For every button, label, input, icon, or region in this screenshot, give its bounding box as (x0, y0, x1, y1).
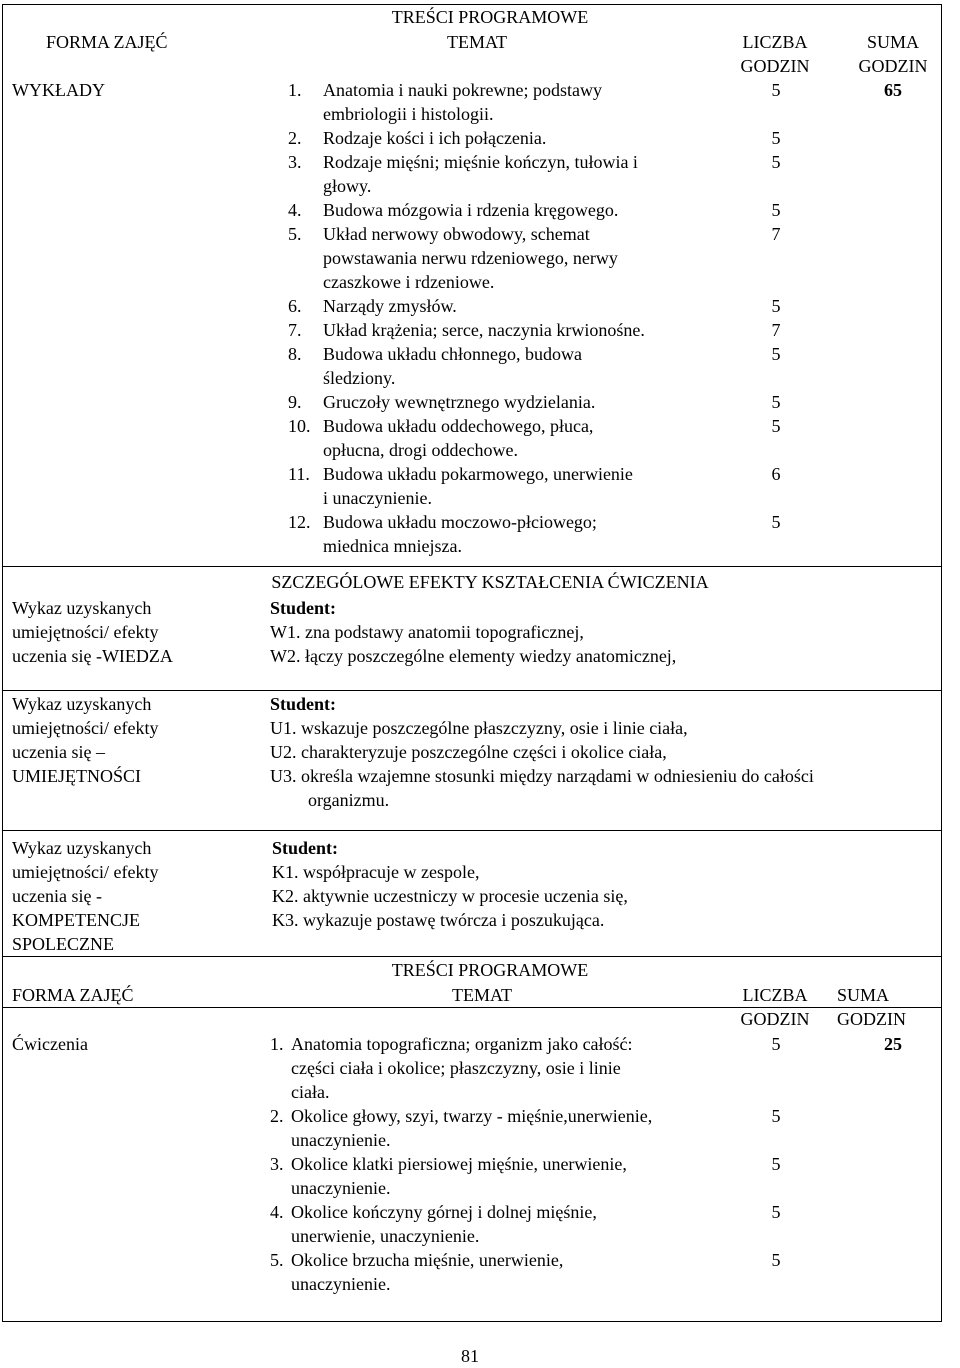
competences-item: K1. współpracuje w zespole, (272, 862, 480, 882)
outcomes-title: SZCZEGÓLOWE EFEKTY KSZTAŁCENIA ĆWICZENIA (271, 572, 709, 592)
competences-head: Student: (272, 838, 339, 858)
topic-text-line: powstawania nerwu rdzeniowego, nerwy (323, 248, 618, 268)
topic-text-line: Układ krążenia; serce, naczynia krwionośne. (323, 320, 645, 340)
lectures-col-sum-1: SUMA (866, 32, 919, 52)
topic-number: 2. (288, 128, 302, 148)
topic-number: 8. (288, 344, 302, 364)
exercises-form: Ćwiczenia (12, 1034, 88, 1054)
topic-text-line: ciała. (291, 1082, 330, 1102)
skills-item: U3. określa wzajemne stosunki między narządami w odniesieniu do całości (270, 766, 814, 786)
competences-label-line: SPOLECZNE (12, 934, 115, 954)
skills-label-line: UMIEJĘTNOŚCI (12, 766, 141, 786)
topic-hours: 6 (771, 464, 781, 484)
topic-hours: 5 (771, 1034, 781, 1054)
knowledge-label (12, 596, 173, 668)
exercises-section-title: TREŚCI PROGRAMOWE (391, 960, 589, 980)
topic-number: 7. (288, 320, 302, 340)
exercises-col-topic: TEMAT (452, 985, 512, 1005)
topic-text-line: Budowa mózgowia i rdzenia kręgowego. (323, 200, 619, 220)
lectures-col-hours-2: GODZIN (740, 56, 810, 76)
table-border-right (941, 4, 942, 1322)
topic-number: 4. (288, 200, 302, 220)
knowledge-label-line: Wykaz uzyskanych (12, 598, 152, 618)
exercises-col-sum-2: GODZIN (837, 1009, 906, 1029)
topic-text-line: Budowa układu chłonnego, budowa (323, 344, 582, 364)
topic-hours: 5 (771, 152, 781, 172)
topic-hours: 5 (771, 416, 781, 436)
table-border-bottom (2, 1321, 942, 1322)
topic-number: 2. (270, 1106, 284, 1126)
topic-text-line: Budowa układu moczowo-płciowego; (323, 512, 597, 532)
skills-head: Student: (270, 694, 337, 714)
skills-label (12, 692, 158, 788)
topic-number: 3. (288, 152, 302, 172)
knowledge-head: Student: (270, 598, 337, 618)
topic-number: 4. (270, 1202, 284, 1222)
topic-hours: 5 (771, 80, 781, 100)
exercises-col-form: FORMA ZAJĘĆ (12, 985, 134, 1005)
topic-text-line: śledziony. (323, 368, 396, 388)
topic-hours: 5 (771, 1250, 781, 1270)
knowledge-item: W2. łączy poszczególne elementy wiedzy anatomicznej, (270, 646, 677, 666)
topic-text-line: unaczynienie. (291, 1274, 391, 1294)
topic-hours: 5 (771, 296, 781, 316)
lectures-section-title: TREŚCI PROGRAMOWE (391, 7, 589, 27)
topic-text-line: Okolice głowy, szyi, twarzy - mięśnie,unerwienie, (291, 1106, 653, 1126)
topic-hours: 5 (771, 512, 781, 532)
topic-text-line: Okolice klatki piersiowej mięśnie, unerwienie, (291, 1154, 627, 1174)
topic-number: 10. (288, 416, 311, 436)
topic-text-line: Rodzaje kości i ich połączenia. (323, 128, 547, 148)
topic-text-line: Gruczoły wewnętrznego wydzielania. (323, 392, 596, 412)
topic-text-line: czaszkowe i rdzeniowe. (323, 272, 495, 292)
divider-knowledge-end (2, 690, 941, 691)
topic-hours: 5 (771, 392, 781, 412)
exercises-col-hours-1: LICZBA (742, 985, 808, 1005)
topic-text-line: unaczynienie. (291, 1178, 391, 1198)
topic-hours: 5 (771, 200, 781, 220)
topic-number: 9. (288, 392, 302, 412)
topic-text-line: embriologii i histologii. (323, 104, 494, 124)
competences-label (12, 836, 158, 956)
topic-number: 5. (288, 224, 302, 244)
topic-text-line: Okolice brzucha mięśnie, unerwienie, (291, 1250, 564, 1270)
knowledge-label-line: uczenia się -WIEDZA (12, 646, 173, 666)
topic-hours: 7 (771, 224, 781, 244)
topic-text-line: unerwienie, unaczynienie. (291, 1226, 480, 1246)
competences-label-line: uczenia się - (12, 886, 102, 906)
topic-text-line: części ciała i okolice; płaszczyzny, osie i linie (291, 1058, 621, 1078)
lectures-sum: 65 (884, 80, 902, 100)
topic-number: 12. (288, 512, 311, 532)
exercises-col-hours-2: GODZIN (740, 1009, 810, 1029)
lectures-col-form: FORMA ZAJĘĆ (46, 32, 168, 52)
topic-number: 11. (288, 464, 310, 484)
lectures-col-hours-1: LICZBA (742, 32, 808, 52)
skills-item-continuation: organizmu. (308, 790, 390, 810)
topic-text-line: Budowa układu oddechowego, płuca, (323, 416, 594, 436)
lectures-col-topic: TEMAT (447, 32, 507, 52)
exercises-sum: 25 (884, 1034, 902, 1054)
topic-number: 5. (270, 1250, 284, 1270)
topic-text-line: Narządy zmysłów. (323, 296, 457, 316)
skills-label-line: uczenia się – (12, 742, 105, 762)
competences-label-line: Wykaz uzyskanych (12, 838, 152, 858)
topic-hours: 5 (771, 1154, 781, 1174)
topic-text-line: Rodzaje mięśni; mięśnie kończyn, tułowia i (323, 152, 638, 172)
topic-text-line: i unaczynienie. (323, 488, 432, 508)
topic-hours: 5 (771, 1106, 781, 1126)
topic-text-line: Okolice kończyny górnej i dolnej mięśnie, (291, 1202, 597, 1222)
skills-content (270, 692, 814, 812)
competences-item: K3. wykazuje postawę twórcza i poszukująca. (272, 910, 605, 930)
topic-text-line: miednica mniejsza. (323, 536, 462, 556)
table-border-left (2, 4, 3, 1322)
topic-hours: 5 (771, 1202, 781, 1222)
competences-item: K2. aktywnie uczestniczy w procesie uczenia się, (272, 886, 628, 906)
lectures-col-sum-2: GODZIN (858, 56, 928, 76)
competences-label-line: KOMPETENCJE (12, 910, 141, 930)
topic-text-line: unaczynienie. (291, 1130, 391, 1150)
topic-number: 1. (288, 80, 302, 100)
skills-label-line: umiejętności/ efekty (12, 718, 159, 738)
divider-lectures-end (2, 566, 941, 567)
topic-hours: 5 (771, 344, 781, 364)
knowledge-item: W1. zna podstawy anatomii topograficznej, (270, 622, 584, 642)
skills-item: U2. charakteryzuje poszczególne części i okolice ciała, (270, 742, 667, 762)
exercises-col-sum-1: SUMA (837, 985, 890, 1005)
topic-number: 3. (270, 1154, 284, 1174)
knowledge-content (270, 596, 676, 668)
skills-item: U1. wskazuje poszczególne płaszczyzny, osie i linie ciała, (270, 718, 688, 738)
topic-text-line: opłucna, drogi oddechowe. (323, 440, 518, 460)
divider-competences-end (2, 956, 941, 957)
topic-hours: 5 (771, 128, 781, 148)
topic-number: 6. (288, 296, 302, 316)
competences-content (272, 836, 628, 932)
topic-text-line: głowy. (323, 176, 372, 196)
topic-text-line: Anatomia topograficzna; organizm jako całość: (291, 1034, 633, 1054)
lectures-form: WYKŁADY (12, 80, 105, 100)
topic-text-line: Układ nerwowy obwodowy, schemat (323, 224, 590, 244)
page-number: 81 (461, 1346, 479, 1366)
knowledge-label-line: umiejętności/ efekty (12, 622, 159, 642)
skills-label-line: Wykaz uzyskanych (12, 694, 152, 714)
competences-label-line: umiejętności/ efekty (12, 862, 159, 882)
topic-text-line: Anatomia i nauki pokrewne; podstawy (323, 80, 602, 100)
topic-hours: 7 (771, 320, 781, 340)
divider-skills-end (2, 830, 941, 831)
topic-text-line: Budowa układu pokarmowego, unerwienie (323, 464, 633, 484)
topic-number: 1. (270, 1034, 284, 1054)
